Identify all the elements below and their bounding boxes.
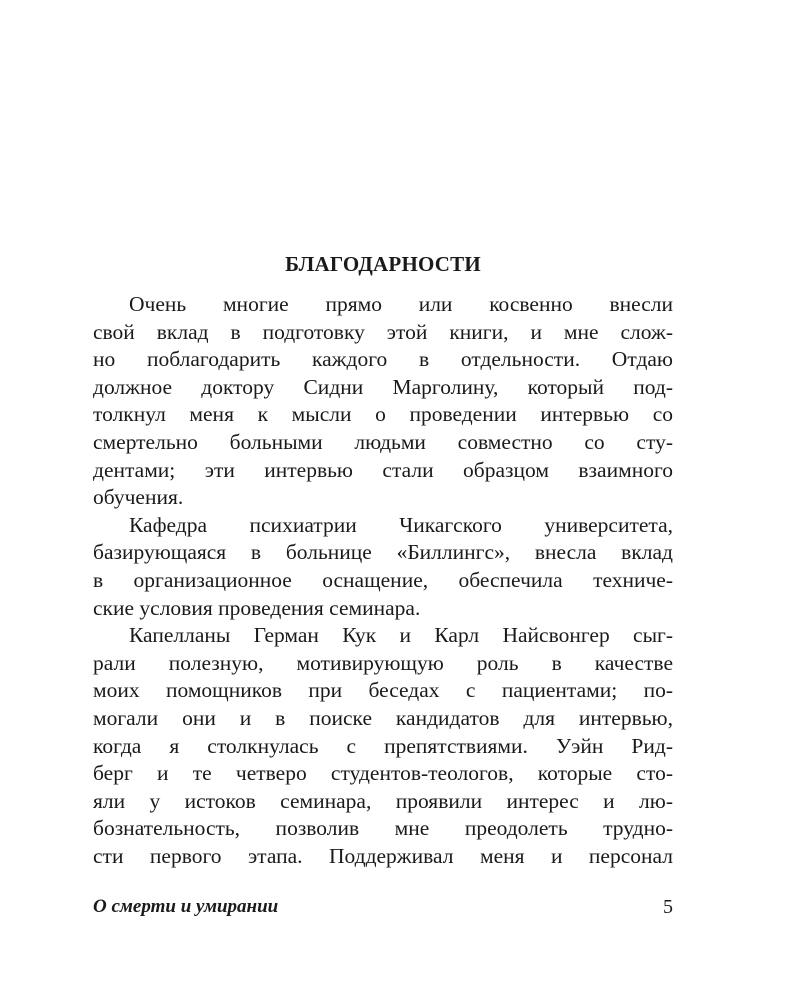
text-line: толкнул меня к мысли о проведении интервью со xyxy=(93,402,673,427)
text-line: могали они и в поиске кандидатов для интервью, xyxy=(93,705,673,730)
text-line: моих помощников при беседах с пациентами; по- xyxy=(93,678,673,703)
text-line: Капелланы Герман Кук и Карл Найсвонгер сыг- xyxy=(129,623,673,648)
text-line: рали полезную, мотивирующую роль в качестве xyxy=(93,650,673,675)
text-line: должное доктору Сидни Марголину, который под- xyxy=(93,374,673,399)
text-line: обучения. xyxy=(93,485,184,510)
text-line: сти первого этапа. Поддерживал меня и персонал xyxy=(93,843,673,868)
text-line: смертельно больными людьми совместно со сту- xyxy=(93,429,673,454)
text-line: в организационное оснащение, обеспечила техниче- xyxy=(93,567,673,592)
page-footer xyxy=(93,896,673,924)
text-line: ские условия проведения семинара. xyxy=(93,595,421,620)
page-number: 5 xyxy=(663,896,673,918)
text-line: бознательность, позволив мне преодолеть трудно- xyxy=(93,816,673,841)
text-line: но поблагодарить каждого в отдельности. Отдаю xyxy=(93,347,673,372)
text-line: Очень многие прямо или косвенно внесли xyxy=(129,292,673,316)
text-line: базирующаяся в больнице «Биллингс», внесла вклад xyxy=(93,540,673,565)
chapter-heading: БЛАГОДАРНОСТИ xyxy=(285,252,481,276)
book-page xyxy=(93,0,673,1000)
text-line: Кафедра психиатрии Чикагского университета, xyxy=(129,512,673,537)
text-line: когда я столкнулась с препятствиями. Уэйн Рид- xyxy=(93,733,673,758)
text-line: яли у истоков семинара, проявили интерес и лю- xyxy=(93,788,673,813)
text-line: дентами; эти интервью стали образцом взаимного xyxy=(93,457,673,482)
text-line: свой вклад в подготовку этой книги, и мне слож- xyxy=(93,319,673,344)
running-title: О смерти и умирании xyxy=(93,896,279,917)
text-line: берг и те четверо студентов-теологов, которые сто- xyxy=(93,761,673,786)
body-text xyxy=(93,291,673,870)
